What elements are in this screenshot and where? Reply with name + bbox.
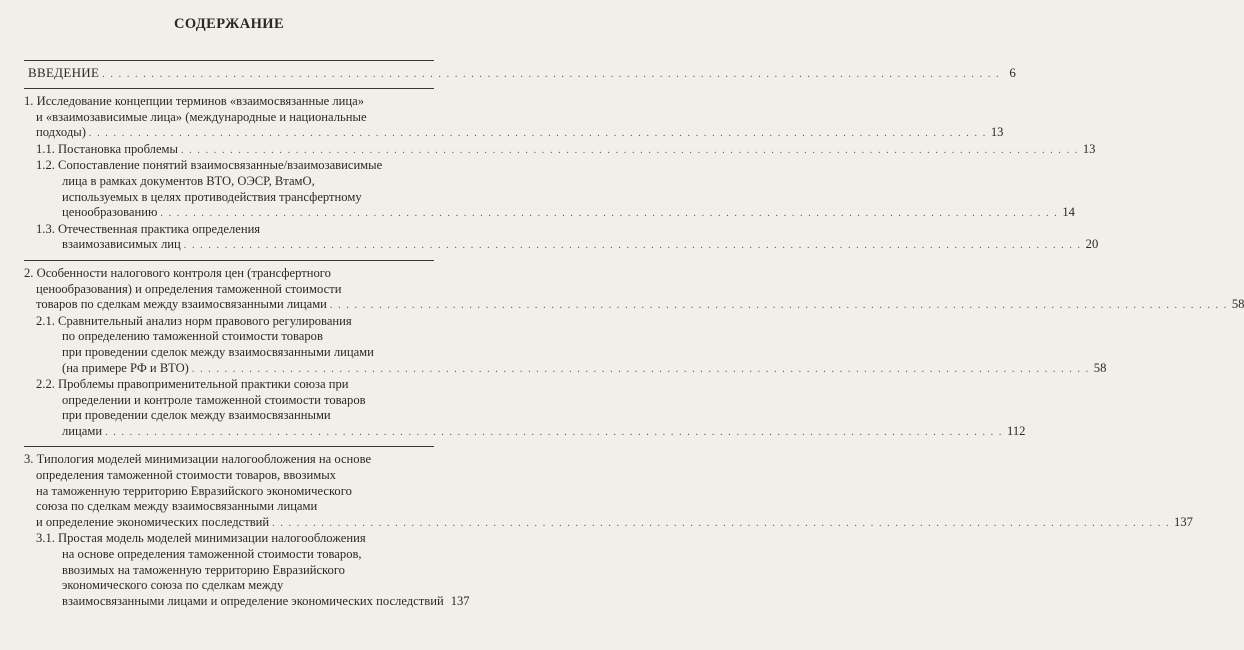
toc-chapter-entry [24,94,1004,142]
toc-entry-line: 1.3. Отечественная практика определения [36,221,261,236]
toc-subsection-entry [36,313,1107,377]
toc-entry-text: подходы) [36,125,86,140]
toc-page-number: 137 [450,593,470,608]
dot-leader [330,298,1228,314]
toc-entry-line: союза по сделкам между взаимосвязанными лицами [36,499,318,514]
toc-section [24,447,1193,616]
toc-page-number: 58 [1093,360,1107,375]
toc-entry-line: экономического союза по сделкам между [62,578,284,593]
dot-leader [184,238,1082,254]
toc-page-number: 6 [1009,65,1017,80]
toc-intro-entry [24,61,1017,88]
toc-entry-line: на основе определения таможенной стоимости товаров, [62,547,362,562]
toc-section [24,261,1244,447]
toc-entry-line: определении и контроле таможенной стоимости товаров [62,392,366,407]
dot-leader [105,425,1003,441]
toc-entry-line: 2. Особенности налогового контроля цен (трансфертного [24,265,331,280]
toc-page-number: 58 [1231,297,1244,312]
toc-sections [24,89,1244,616]
toc-entry-line: 1. Исследование концепции терминов «взаимосвязанные лица» [24,94,365,108]
toc-entry-text: взаимосвязанными лицами и определение экономических последствий [62,593,444,608]
toc-entry-line: на таможенную территорию Евразийского экономического [36,483,352,498]
toc-page-number: 13 [1082,141,1096,156]
toc-entry-line: используемых в целях противодействия трансфертному [62,189,362,204]
toc-entry-line: при проведении сделок между взаимосвязанными [62,408,331,423]
toc-subsection-entry [36,531,470,610]
toc-subsection-entry [36,141,1096,159]
toc-entry-text: и определение экономических последствий [36,514,270,529]
toc-page-number: 14 [1062,205,1075,220]
toc-page-number: 137 [1174,514,1193,529]
toc-entry-line: определения таможенной стоимости товаров, ввозимых [36,468,336,483]
toc-entry-text: 1.1. Постановка проблемы [36,141,178,156]
toc-entry-line: 2.2. Проблемы правоприменительной практики союза при [36,377,349,392]
toc-page-number: 20 [1085,237,1099,252]
dot-leader [89,126,987,142]
toc-entry-text: ценообразованию [62,205,158,220]
toc-entry-line: ввозимых на таможенную территорию Евразийского [62,562,345,577]
dot-leader [181,143,1079,159]
toc-subsection-entry [36,158,1075,221]
toc-chapter-entry [24,452,1193,531]
toc-entry-line: 1.2. Сопоставление понятий взаимосвязанные/взаимозависимые [36,158,383,173]
dot-leader [160,206,1058,222]
toc-page-number: 13 [990,125,1004,140]
toc-entry-text: товаров по сделкам между взаимосвязанными лицами [36,297,327,312]
toc-subsection-entry [36,221,1099,254]
dot-leader [102,66,1000,83]
toc-entry-line: по определению таможенной стоимости товаров [62,329,323,344]
toc-entry-text: ВВЕДЕНИЕ [28,65,100,80]
toc-entry-line: 3. Типология моделей минимизации налогообложения на основе [24,452,372,467]
dot-leader [272,516,1170,532]
toc-entry-line: лица в рамках документов ВТО, ОЭСР, ВтамО, [62,173,315,188]
toc-chapter-entry [24,265,1244,314]
toc-entry-line: 2.1. Сравнительный анализ норм правового регулирования [36,313,352,328]
toc-section [24,89,1099,260]
toc-subsection-entry [36,377,1026,440]
dot-leader [192,362,1090,378]
toc-entry-line: 3.1. Простая модель моделей минимизации налогообложения [36,531,366,546]
toc-entry-text: взаимозависимых лиц [62,237,181,252]
toc-entry-line: ценообразования) и определения таможенной стоимости [36,281,342,296]
toc-page-number: 112 [1006,423,1026,438]
toc-entry-line: при проведении сделок между взаимосвязанными лицами [62,344,374,359]
toc-entry-text: (на примере РФ и ВТО) [62,360,189,375]
toc-entry-line: и «взаимозависимые лица» (международные и национальные [36,109,367,124]
page-title: СОДЕРЖАНИЕ [173,16,285,32]
toc-entry-text: лицами [62,423,103,438]
